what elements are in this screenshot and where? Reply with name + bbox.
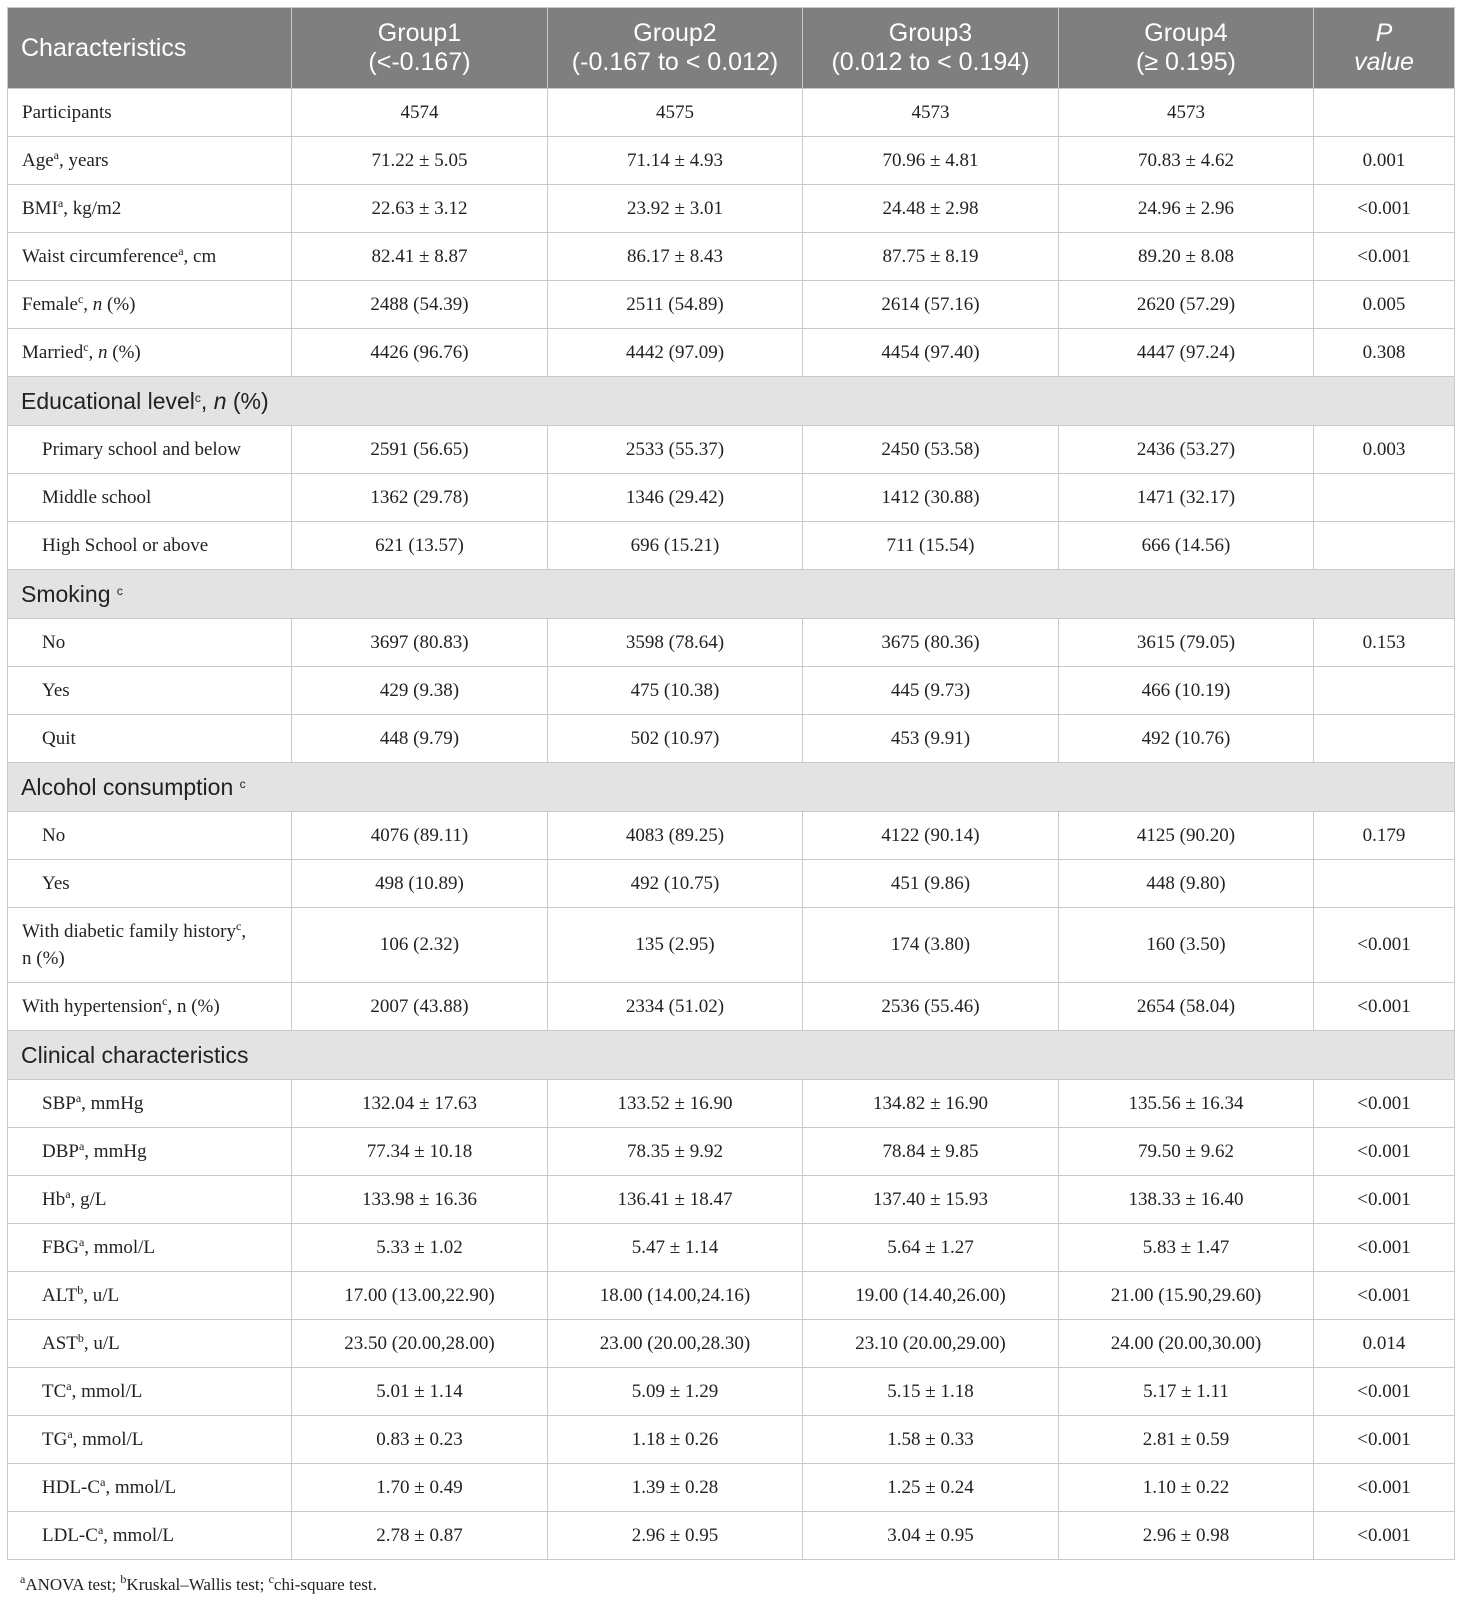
row-label: LDL-C xyxy=(42,1525,98,1546)
row-unit: , u/L xyxy=(83,1285,120,1306)
group3-cell: 4573 xyxy=(803,89,1059,137)
group1-cell: 71.22 ± 5.05 xyxy=(292,137,548,185)
header-group1 xyxy=(292,8,548,89)
section-row xyxy=(8,570,1455,619)
group4-cell: 70.83 ± 4.62 xyxy=(1059,137,1314,185)
row-label: Yes xyxy=(42,680,70,701)
row-superscript: c xyxy=(236,919,242,933)
p-value-cell: <0.001 xyxy=(1314,1128,1455,1176)
header-label: Group1 xyxy=(377,19,462,47)
row-label: Hb xyxy=(42,1189,66,1210)
table-row xyxy=(8,185,1455,233)
row-unit: , xyxy=(83,294,93,315)
header-label: Group4 xyxy=(1144,19,1228,47)
header-characteristics xyxy=(8,8,292,89)
group3-cell: 5.64 ± 1.27 xyxy=(803,1224,1059,1272)
group2-cell: 78.35 ± 9.92 xyxy=(548,1128,803,1176)
row-label-cell xyxy=(8,1128,292,1176)
group2-cell: 475 (10.38) xyxy=(548,667,803,715)
group1-cell: 106 (2.32) xyxy=(292,908,548,983)
row-label: No xyxy=(42,825,66,846)
group2-cell: 2533 (55.37) xyxy=(548,426,803,474)
section-row xyxy=(8,377,1455,426)
row-unit: , mmHg xyxy=(81,1093,144,1114)
footnote-superscript: c xyxy=(268,1572,274,1586)
table-row xyxy=(8,983,1455,1031)
group3-cell: 1412 (30.88) xyxy=(803,474,1059,522)
table-row xyxy=(8,1128,1455,1176)
p-value-cell: <0.001 xyxy=(1314,1176,1455,1224)
row-label-cell xyxy=(8,1080,292,1128)
row-label: Female xyxy=(22,294,78,315)
group2-cell: 136.41 ± 18.47 xyxy=(548,1176,803,1224)
group4-cell: 2620 (57.29) xyxy=(1059,281,1314,329)
group2-cell: 18.00 (14.00,24.16) xyxy=(548,1272,803,1320)
group2-cell: 71.14 ± 4.93 xyxy=(548,137,803,185)
row-superscript: a xyxy=(66,1379,72,1393)
row-label-cell xyxy=(8,1368,292,1416)
group2-cell: 4083 (89.25) xyxy=(548,812,803,860)
group2-cell: 5.09 ± 1.29 xyxy=(548,1368,803,1416)
group2-cell: 2334 (51.02) xyxy=(548,983,803,1031)
p-value-cell: 0.003 xyxy=(1314,426,1455,474)
group3-cell: 2614 (57.16) xyxy=(803,281,1059,329)
p-value-cell: <0.001 xyxy=(1314,1080,1455,1128)
row-label: Participants xyxy=(22,102,112,123)
row-superscript: c xyxy=(194,390,201,405)
group3-cell: 78.84 ± 9.85 xyxy=(803,1128,1059,1176)
table-body xyxy=(8,89,1455,1560)
p-value-cell: 0.153 xyxy=(1314,619,1455,667)
group4-cell: 24.00 (20.00,30.00) xyxy=(1059,1320,1314,1368)
group3-cell: 134.82 ± 16.90 xyxy=(803,1080,1059,1128)
row-label-cell xyxy=(8,89,292,137)
table-row xyxy=(8,1176,1455,1224)
group2-cell: 1.39 ± 0.28 xyxy=(548,1464,803,1512)
group4-cell: 3615 (79.05) xyxy=(1059,619,1314,667)
row-label: Age xyxy=(22,150,54,171)
table-row xyxy=(8,1080,1455,1128)
group4-cell: 2654 (58.04) xyxy=(1059,983,1314,1031)
group3-cell: 453 (9.91) xyxy=(803,715,1059,763)
p-value-cell: <0.001 xyxy=(1314,1464,1455,1512)
table-row xyxy=(8,667,1455,715)
characteristics-table xyxy=(7,7,1455,1560)
group2-cell: 502 (10.97) xyxy=(548,715,803,763)
header-group3 xyxy=(803,8,1059,89)
p-value-cell: 0.001 xyxy=(1314,137,1455,185)
row-label: Alcohol consumption xyxy=(21,773,240,800)
row-label-cell xyxy=(8,667,292,715)
table-row xyxy=(8,860,1455,908)
header-label: P xyxy=(1375,19,1393,47)
group1-cell: 448 (9.79) xyxy=(292,715,548,763)
row-unit: , mmol/L xyxy=(103,1525,174,1546)
header-p-value xyxy=(1314,8,1455,89)
table-row xyxy=(8,715,1455,763)
row-label: HDL-C xyxy=(42,1477,101,1498)
header-range: (≥ 0.195) xyxy=(1136,48,1236,76)
group1-cell: 429 (9.38) xyxy=(292,667,548,715)
group1-cell: 2591 (56.65) xyxy=(292,426,548,474)
p-value-cell: <0.001 xyxy=(1314,233,1455,281)
group1-cell: 5.01 ± 1.14 xyxy=(292,1368,548,1416)
group1-cell: 23.50 (20.00,28.00) xyxy=(292,1320,548,1368)
group2-cell: 1346 (29.42) xyxy=(548,474,803,522)
row-label-cell xyxy=(8,1224,292,1272)
group4-cell: 4573 xyxy=(1059,89,1314,137)
table-header-row xyxy=(8,8,1455,89)
row-unit: , years xyxy=(58,150,109,171)
table-row xyxy=(8,233,1455,281)
group3-cell: 137.40 ± 15.93 xyxy=(803,1176,1059,1224)
row-unit: , mmol/L xyxy=(71,1381,143,1402)
row-unit: , u/L xyxy=(83,1333,120,1354)
row-label-cell xyxy=(8,983,292,1031)
row-label: Smoking xyxy=(21,580,117,607)
group4-cell: 24.96 ± 2.96 xyxy=(1059,185,1314,233)
group4-cell: 89.20 ± 8.08 xyxy=(1059,233,1314,281)
group2-cell: 1.18 ± 0.26 xyxy=(548,1416,803,1464)
row-unit: , xyxy=(241,921,247,942)
group3-cell: 4122 (90.14) xyxy=(803,812,1059,860)
table-row xyxy=(8,1272,1455,1320)
group1-cell: 22.63 ± 3.12 xyxy=(292,185,548,233)
row-unit-italic: n xyxy=(213,387,227,414)
row-label-cell xyxy=(8,329,292,377)
row-label: Quit xyxy=(42,728,76,749)
p-value-cell: <0.001 xyxy=(1314,983,1455,1031)
row-unit: (%) xyxy=(102,294,136,315)
row-unit: , xyxy=(200,387,214,414)
row-label: Yes xyxy=(42,873,70,894)
row-label: DBP xyxy=(42,1141,79,1162)
group3-cell: 4454 (97.40) xyxy=(803,329,1059,377)
group2-cell: 4442 (97.09) xyxy=(548,329,803,377)
group4-cell: 448 (9.80) xyxy=(1059,860,1314,908)
row-superscript: a xyxy=(78,1235,85,1249)
section-row xyxy=(8,763,1455,812)
p-value-cell: 0.014 xyxy=(1314,1320,1455,1368)
table-row xyxy=(8,281,1455,329)
group3-cell: 70.96 ± 4.81 xyxy=(803,137,1059,185)
row-unit: , mmol/L xyxy=(105,1477,177,1498)
header-range: (<-0.167) xyxy=(368,48,471,76)
section-label xyxy=(8,570,1455,619)
group3-cell: 87.75 ± 8.19 xyxy=(803,233,1059,281)
row-unit: , kg/m2 xyxy=(63,198,122,219)
group2-cell: 3598 (78.64) xyxy=(548,619,803,667)
row-label-cell xyxy=(8,426,292,474)
group1-cell: 3697 (80.83) xyxy=(292,619,548,667)
group4-cell: 135.56 ± 16.34 xyxy=(1059,1080,1314,1128)
header-label: Group3 xyxy=(888,19,973,47)
header-group4 xyxy=(1059,8,1314,89)
p-value-cell: 0.179 xyxy=(1314,812,1455,860)
row-label: Primary school and below xyxy=(42,439,241,460)
group2-cell: 23.00 (20.00,28.30) xyxy=(548,1320,803,1368)
group3-cell: 174 (3.80) xyxy=(803,908,1059,983)
row-label-cell xyxy=(8,1464,292,1512)
row-label-cell xyxy=(8,860,292,908)
group2-cell: 4575 xyxy=(548,89,803,137)
table-row xyxy=(8,1416,1455,1464)
row-label: TC xyxy=(42,1381,67,1402)
group4-cell: 466 (10.19) xyxy=(1059,667,1314,715)
row-label-cell xyxy=(8,1176,292,1224)
group3-cell: 2536 (55.46) xyxy=(803,983,1059,1031)
group2-cell: 135 (2.95) xyxy=(548,908,803,983)
row-label: No xyxy=(42,632,66,653)
group1-cell: 2007 (43.88) xyxy=(292,983,548,1031)
header-label: Characteristics xyxy=(21,33,187,62)
group2-cell: 2.96 ± 0.95 xyxy=(548,1512,803,1560)
row-superscript: a xyxy=(100,1475,106,1489)
footnote-superscript: b xyxy=(120,1572,127,1586)
group4-cell: 79.50 ± 9.62 xyxy=(1059,1128,1314,1176)
group1-cell: 132.04 ± 17.63 xyxy=(292,1080,548,1128)
row-label: High School or above xyxy=(42,535,209,556)
group3-cell: 24.48 ± 2.98 xyxy=(803,185,1059,233)
group4-cell: 4125 (90.20) xyxy=(1059,812,1314,860)
p-value-cell xyxy=(1314,89,1455,137)
group2-cell: 23.92 ± 3.01 xyxy=(548,185,803,233)
row-label: TG xyxy=(42,1429,68,1450)
p-value-cell xyxy=(1314,667,1455,715)
table-row xyxy=(8,522,1455,570)
group3-cell: 5.15 ± 1.18 xyxy=(803,1368,1059,1416)
row-superscript: c xyxy=(83,340,89,354)
group4-cell: 5.17 ± 1.11 xyxy=(1059,1368,1314,1416)
row-unit: , mmol/L xyxy=(84,1237,156,1258)
row-superscript: b xyxy=(77,1283,84,1297)
group1-cell: 1362 (29.78) xyxy=(292,474,548,522)
row-superscript: c xyxy=(116,583,123,598)
row-label: With hypertension xyxy=(22,996,163,1017)
row-superscript: a xyxy=(65,1187,71,1201)
group1-cell: 0.83 ± 0.23 xyxy=(292,1416,548,1464)
table-row xyxy=(8,137,1455,185)
row-unit: , xyxy=(88,342,99,363)
row-superscript: c xyxy=(239,776,246,791)
row-unit-italic: n xyxy=(98,342,108,363)
row-superscript: a xyxy=(78,1139,85,1153)
row-label: With diabetic family history xyxy=(22,921,236,942)
group4-cell: 1.10 ± 0.22 xyxy=(1059,1464,1314,1512)
p-value-cell xyxy=(1314,522,1455,570)
p-value-cell: <0.001 xyxy=(1314,1512,1455,1560)
header-range: (-0.167 to < 0.012) xyxy=(571,48,779,76)
row-superscript: c xyxy=(162,994,168,1008)
section-label xyxy=(8,1031,1455,1080)
group4-cell: 5.83 ± 1.47 xyxy=(1059,1224,1314,1272)
group3-cell: 3.04 ± 0.95 xyxy=(803,1512,1059,1560)
p-value-cell: <0.001 xyxy=(1314,185,1455,233)
row-label: AST xyxy=(42,1333,78,1354)
group2-cell: 133.52 ± 16.90 xyxy=(548,1080,803,1128)
p-value-cell: <0.001 xyxy=(1314,1272,1455,1320)
row-label-cell xyxy=(8,1512,292,1560)
header-group2 xyxy=(548,8,803,89)
p-value-cell: <0.001 xyxy=(1314,908,1455,983)
row-unit: , mmol/L xyxy=(72,1429,144,1450)
header-label: value xyxy=(1354,48,1414,76)
row-label-cell xyxy=(8,185,292,233)
row-label-cell xyxy=(8,1272,292,1320)
row-unit: , n (%) xyxy=(167,996,220,1017)
row-superscript: a xyxy=(178,244,184,258)
p-value-cell xyxy=(1314,715,1455,763)
row-label-cell xyxy=(8,233,292,281)
footnote-superscript: a xyxy=(20,1572,26,1586)
row-superscript: b xyxy=(77,1331,84,1345)
table-row xyxy=(8,329,1455,377)
group3-cell: 1.25 ± 0.24 xyxy=(803,1464,1059,1512)
row-label: Middle school xyxy=(42,487,152,508)
group3-cell: 451 (9.86) xyxy=(803,860,1059,908)
header-range: (0.012 to < 0.194) xyxy=(831,48,1030,76)
group1-cell: 17.00 (13.00,22.90) xyxy=(292,1272,548,1320)
group1-cell: 4076 (89.11) xyxy=(292,812,548,860)
group1-cell: 77.34 ± 10.18 xyxy=(292,1128,548,1176)
group1-cell: 5.33 ± 1.02 xyxy=(292,1224,548,1272)
row-superscript: a xyxy=(53,148,59,162)
group1-cell: 4426 (96.76) xyxy=(292,329,548,377)
group4-cell: 4447 (97.24) xyxy=(1059,329,1314,377)
group1-cell: 498 (10.89) xyxy=(292,860,548,908)
p-value-cell xyxy=(1314,474,1455,522)
group4-cell: 666 (14.56) xyxy=(1059,522,1314,570)
row-label-cell xyxy=(8,1320,292,1368)
table-row xyxy=(8,1512,1455,1560)
row-unit: , mmHg xyxy=(84,1141,147,1162)
row-unit: , g/L xyxy=(70,1189,107,1210)
group4-cell: 2.81 ± 0.59 xyxy=(1059,1416,1314,1464)
row-label-cell xyxy=(8,812,292,860)
row-label-cell xyxy=(8,1416,292,1464)
p-value-cell: <0.001 xyxy=(1314,1368,1455,1416)
row-unit-italic: n xyxy=(92,294,103,315)
table-row xyxy=(8,1464,1455,1512)
section-label xyxy=(8,763,1455,812)
group2-cell: 492 (10.75) xyxy=(548,860,803,908)
table-row xyxy=(8,1368,1455,1416)
group1-cell: 1.70 ± 0.49 xyxy=(292,1464,548,1512)
table-row xyxy=(8,1224,1455,1272)
row-label: Clinical characteristics xyxy=(21,1041,249,1068)
group4-cell: 21.00 (15.90,29.60) xyxy=(1059,1272,1314,1320)
row-label-cell xyxy=(8,281,292,329)
group1-cell: 82.41 ± 8.87 xyxy=(292,233,548,281)
group3-cell: 19.00 (14.40,26.00) xyxy=(803,1272,1059,1320)
group2-cell: 86.17 ± 8.43 xyxy=(548,233,803,281)
row-label-cell xyxy=(8,522,292,570)
row-label-cell xyxy=(8,137,292,185)
group4-cell: 1471 (32.17) xyxy=(1059,474,1314,522)
group3-cell: 445 (9.73) xyxy=(803,667,1059,715)
group1-cell: 2.78 ± 0.87 xyxy=(292,1512,548,1560)
p-value-cell: 0.005 xyxy=(1314,281,1455,329)
group3-cell: 23.10 (20.00,29.00) xyxy=(803,1320,1059,1368)
p-value-cell xyxy=(1314,860,1455,908)
group4-cell: 2436 (53.27) xyxy=(1059,426,1314,474)
group1-cell: 133.98 ± 16.36 xyxy=(292,1176,548,1224)
group4-cell: 160 (3.50) xyxy=(1059,908,1314,983)
group3-cell: 711 (15.54) xyxy=(803,522,1059,570)
row-label-cell xyxy=(8,619,292,667)
row-unit: (%) xyxy=(226,387,269,414)
header-label: Group2 xyxy=(633,19,717,47)
row-unit: , cm xyxy=(183,246,217,267)
group2-cell: 5.47 ± 1.14 xyxy=(548,1224,803,1272)
table-row xyxy=(8,619,1455,667)
footnote-text: Kruskal–Wallis test; xyxy=(126,1575,269,1594)
table-row xyxy=(8,908,1455,983)
footnote-text: ANOVA test; xyxy=(25,1575,121,1594)
row-label: FBG xyxy=(42,1237,79,1258)
group3-cell: 2450 (53.58) xyxy=(803,426,1059,474)
row-label: BMI xyxy=(22,198,58,219)
table-row xyxy=(8,89,1455,137)
row-superscript: a xyxy=(97,1523,104,1537)
row-superscript: a xyxy=(67,1427,73,1441)
group2-cell: 696 (15.21) xyxy=(548,522,803,570)
group2-cell: 2511 (54.89) xyxy=(548,281,803,329)
row-label: Educational level xyxy=(21,387,195,414)
group4-cell: 138.33 ± 16.40 xyxy=(1059,1176,1314,1224)
group4-cell: 492 (10.76) xyxy=(1059,715,1314,763)
row-label-cell xyxy=(8,474,292,522)
p-value-cell: <0.001 xyxy=(1314,1416,1455,1464)
row-superscript: c xyxy=(77,292,84,306)
row-label-line2: n (%) xyxy=(22,948,65,969)
row-label-cell xyxy=(8,908,292,983)
p-value-cell: 0.308 xyxy=(1314,329,1455,377)
group3-cell: 3675 (80.36) xyxy=(803,619,1059,667)
table-row xyxy=(8,812,1455,860)
row-superscript: a xyxy=(75,1091,82,1105)
row-label: Waist circumference xyxy=(22,246,179,267)
section-row xyxy=(8,1031,1455,1080)
table-row xyxy=(8,1320,1455,1368)
section-label xyxy=(8,377,1455,426)
p-value-cell: <0.001 xyxy=(1314,1224,1455,1272)
row-label: ALT xyxy=(42,1285,78,1306)
footnote-text: chi-square test. xyxy=(273,1575,377,1594)
group1-cell: 621 (13.57) xyxy=(292,522,548,570)
row-label: Married xyxy=(22,342,84,363)
row-unit: (%) xyxy=(107,342,141,363)
table-footnote xyxy=(20,1572,377,1595)
row-superscript: a xyxy=(57,196,64,210)
group3-cell: 1.58 ± 0.33 xyxy=(803,1416,1059,1464)
table-row xyxy=(8,474,1455,522)
row-label-cell xyxy=(8,715,292,763)
group4-cell: 2.96 ± 0.98 xyxy=(1059,1512,1314,1560)
group1-cell: 2488 (54.39) xyxy=(292,281,548,329)
group1-cell: 4574 xyxy=(292,89,548,137)
table-row xyxy=(8,426,1455,474)
row-label: SBP xyxy=(42,1093,76,1114)
